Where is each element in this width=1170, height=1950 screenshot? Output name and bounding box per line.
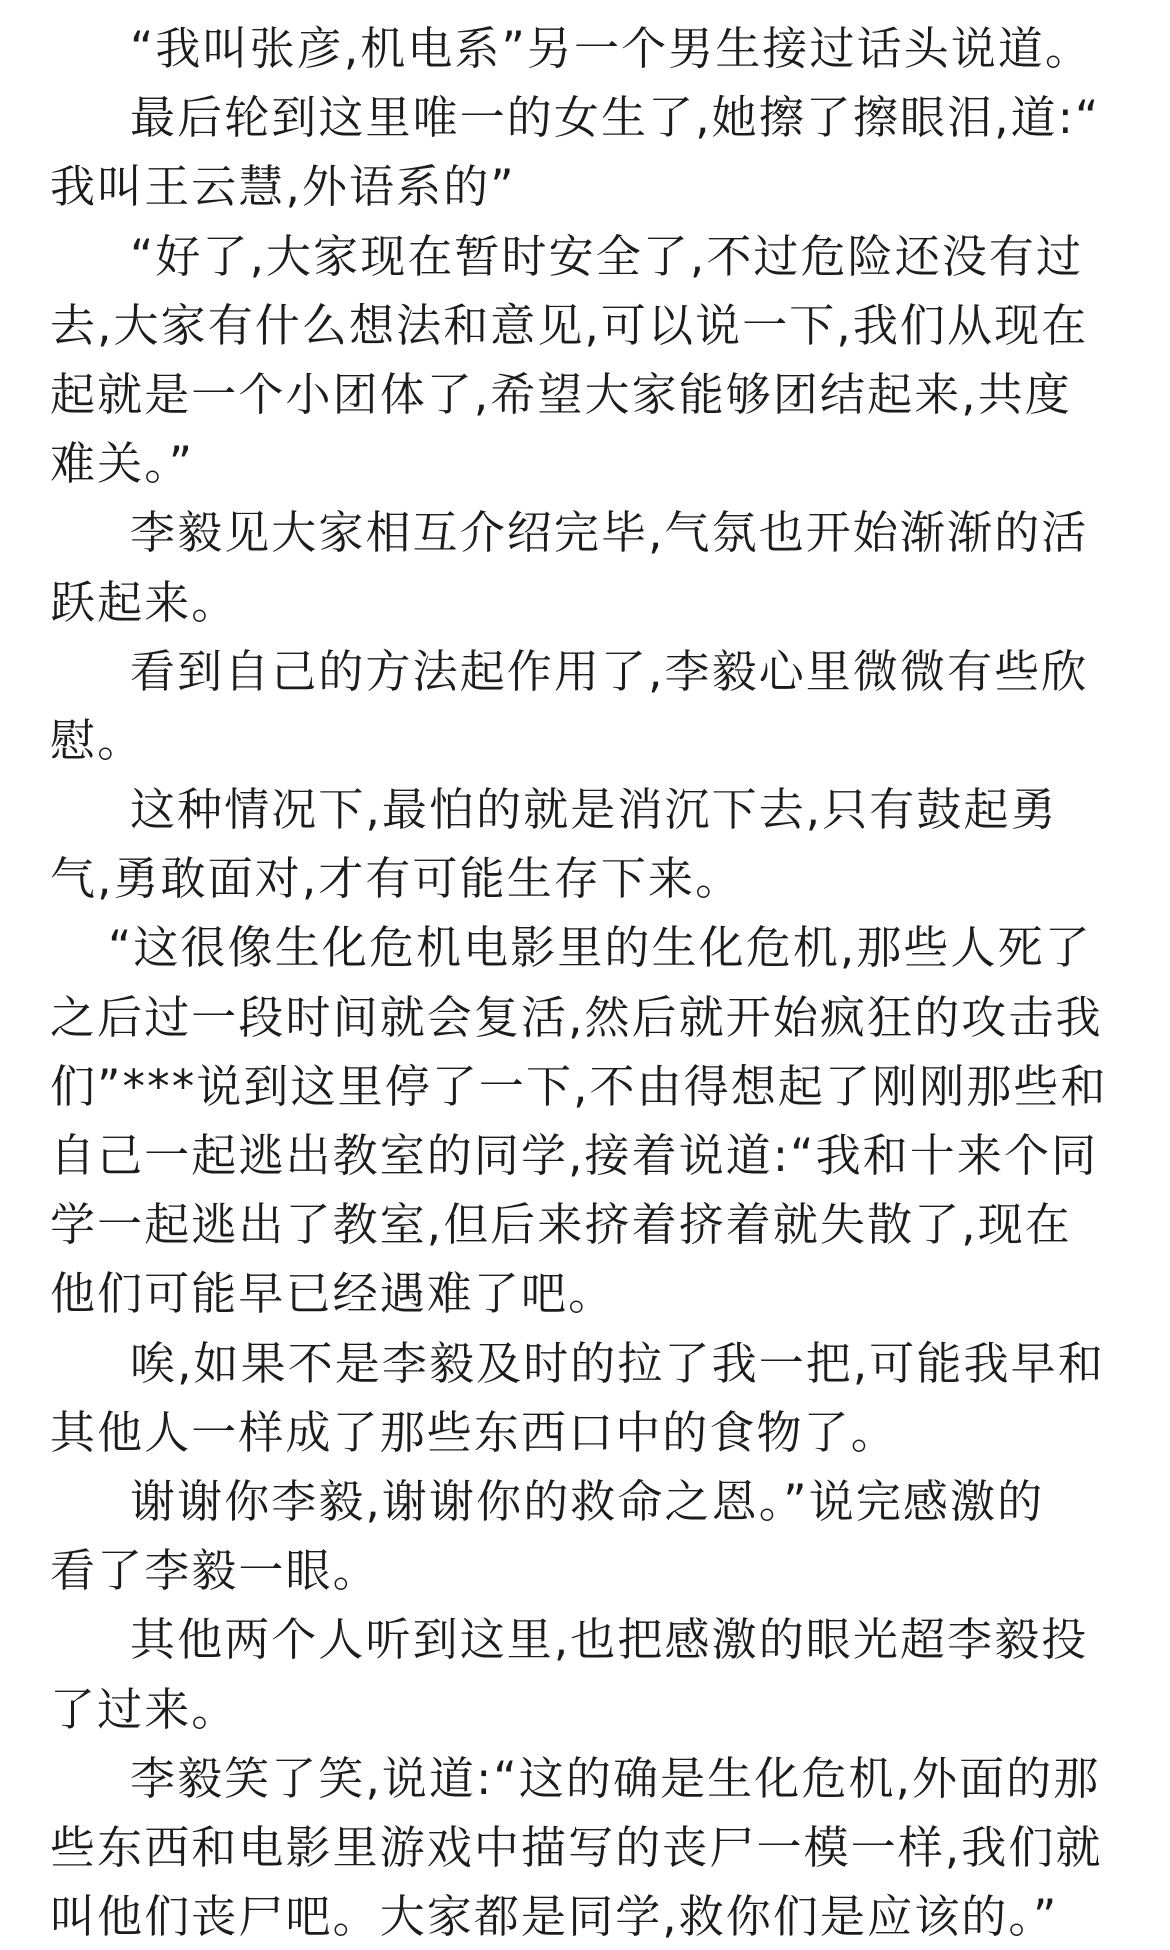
text-line: 他们可能早已经遇难了吧。 xyxy=(50,1267,616,1321)
text-line: 谢谢你李毅,谢谢你的救命之恩。”说完感激的 xyxy=(130,1474,1045,1528)
text-line: 李毅见大家相互介绍完毕,气氛也开始渐渐的活 xyxy=(130,506,1089,560)
text-line: 自己一起逃出教室的同学,接着说道:“我和十来个同 xyxy=(50,1129,1099,1182)
text-line: 气,勇敢面对,才有可能生存下来。 xyxy=(50,852,743,906)
text-line: 其他两个人听到这里,也把感激的眼光超李毅投 xyxy=(130,1613,1089,1667)
text-line: “好了,大家现在暂时安全了,不过危险还没有过 xyxy=(130,229,1084,283)
text-line: 唉,如果不是李毅及时的拉了我一把,可能我早和 xyxy=(130,1336,1105,1390)
text-line: 之后过一段时间就会复活,然后就开始疯狂的攻击我 xyxy=(50,990,1103,1044)
text-line: 跃起来。 xyxy=(50,575,239,629)
text-line: 李毅笑了笑,说道:“这的确是生化危机,外面的那 xyxy=(130,1751,1101,1805)
text-line: 起就是一个小团体了,希望大家能够团结起来,共度 xyxy=(50,367,1072,421)
text-line: “我叫张彦,机电系”另一个男生接过话头说道。 xyxy=(130,22,1093,75)
novel-text xyxy=(50,14,1140,1950)
text-line: 去,大家有什么想法和意见,可以说一下,我们从现在 xyxy=(50,298,1089,352)
text-line: 慰。 xyxy=(50,713,145,767)
text-line: 学一起逃出了教室,但后来挤着挤着就失散了,现在 xyxy=(50,1198,1072,1252)
text-line: 叫他们丧尸吧。大家都是同学,救你们是应该的。” xyxy=(50,1890,1059,1944)
text-line: 我叫王云慧,外语系的” xyxy=(50,160,516,214)
text-line: 其他人一样成了那些东西口中的食物了。 xyxy=(50,1405,898,1459)
text-line: 们”***说到这里停了一下,不由得想起了刚刚那些和 xyxy=(50,1059,1108,1113)
text-line: 看到自己的方法起作用了,李毅心里微微有些欣 xyxy=(130,644,1089,698)
text-line: 最后轮到这里唯一的女生了,她擦了擦眼泪,道:“ xyxy=(130,91,1101,145)
text-line: 看了李毅一眼。 xyxy=(50,1544,380,1598)
text-line: 这种情况下,最怕的就是消沉下去,只有鼓起勇 xyxy=(130,783,1058,837)
text-line: “这很像生化危机电影里的生化危机,那些人死了 xyxy=(108,921,1092,975)
text-line: 了过来。 xyxy=(50,1682,239,1736)
text-line: 些东西和电影里游戏中描写的丧尸一模一样,我们就 xyxy=(50,1820,1103,1874)
text-line: 难关。” xyxy=(50,437,195,491)
